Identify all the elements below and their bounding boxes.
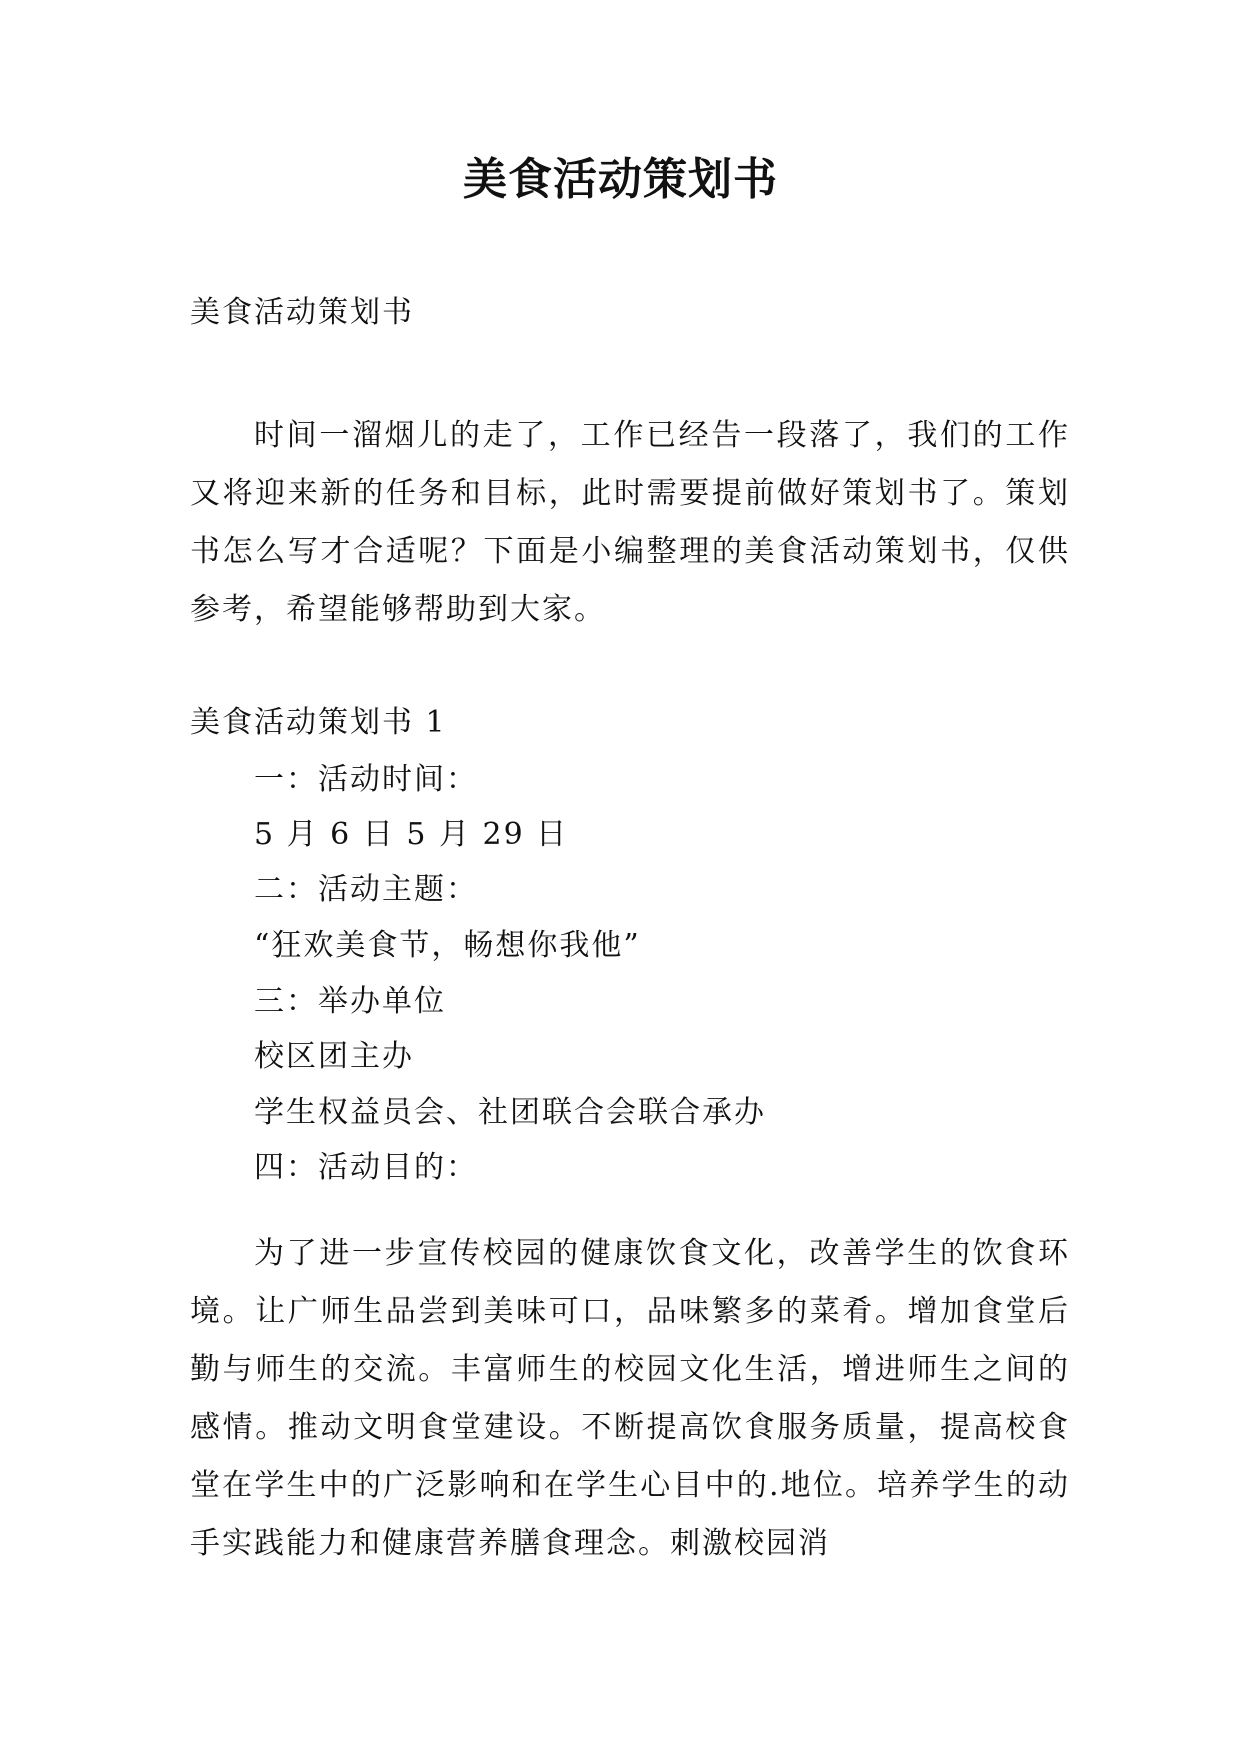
intro-paragraph: 时间一溜烟儿的走了，工作已经告一段落了，我们的工作又将迎来新的任务和目标，此时需要提前做好策划书了。策划书怎么写才合适呢？下面是小编整理的美食活动策划书，仅供参考，希望能够帮助到大家。 (190, 418, 1070, 627)
item-activity-theme-heading: 二：活动主题： (254, 872, 478, 907)
item-activity-time-heading: 一：活动时间： (254, 762, 478, 797)
item-activity-theme: “狂欢美食节，畅想你我他” (254, 928, 641, 963)
purpose-paragraph: 为了进一步宣传校园的健康饮食文化，改善学生的饮食环境。让广师生品尝到美味可口，品味繁多的菜肴。增加食堂后勤与师生的交流。丰富师生的校园文化生活，增进师生之间的感情。推动文明食堂建设。不断提高饮食服务质量，提高校食堂在学生中的广泛影响和在学生心目中的.地位。培养学生的动手实践能力和健康营养膳食理念。刺激校园消 (190, 1236, 1070, 1561)
item-purpose-heading: 四：活动目的： (254, 1150, 478, 1185)
section-title: 美食活动策划书 1 (190, 705, 447, 740)
document-subtitle: 美食活动策划书 (190, 295, 414, 330)
item-organizer-co: 学生权益员会、社团联合会联合承办 (254, 1095, 766, 1130)
item-organizer-heading: 三：举办单位 (254, 984, 446, 1019)
item-activity-dates: 5 月 6 日 5 月 29 日 (254, 817, 569, 852)
item-organizer-main: 校区团主办 (254, 1039, 414, 1074)
document-title: 美食活动策划书 (463, 154, 778, 205)
